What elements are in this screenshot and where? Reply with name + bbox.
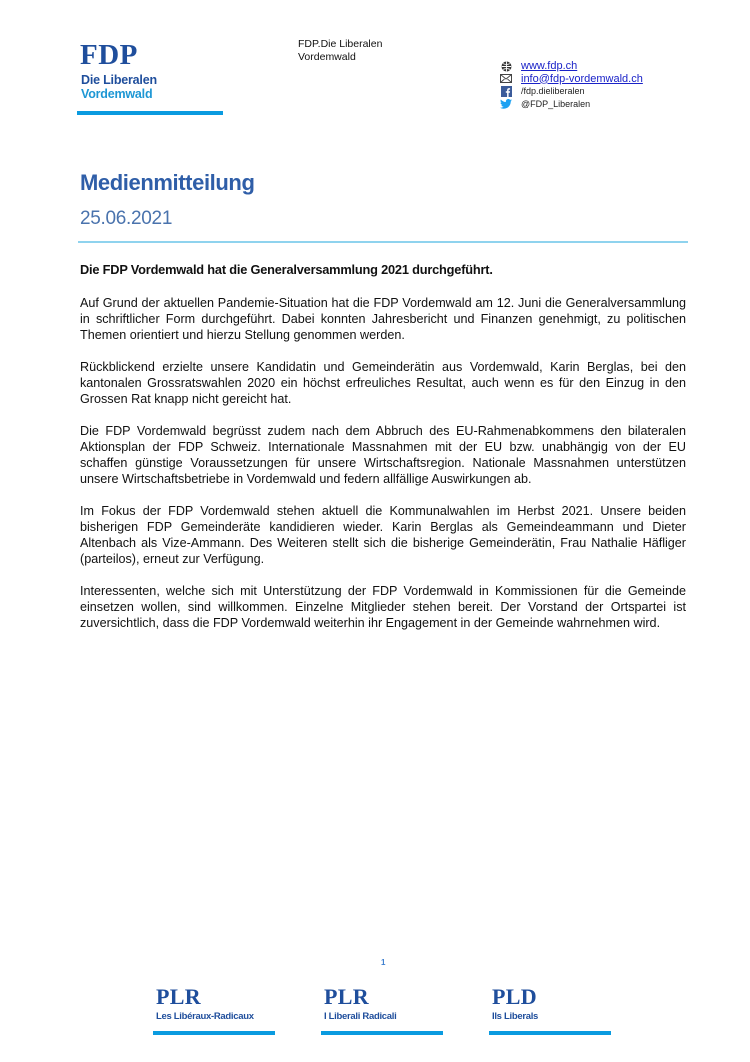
document-body — [80, 262, 686, 647]
header-logo-bar — [77, 111, 223, 115]
fdp-logo-line2: Vordemwald — [81, 87, 153, 101]
lead-heading: Die FDP Vordemwald hat die Generalversammlung 2021 durchgeführt. — [80, 262, 493, 277]
contact-twitter — [500, 98, 643, 111]
title-divider — [78, 241, 688, 243]
paragraph-5: Interessenten, welche sich mit Unterstützung der FDP Vordemwald in Kommissionen für die Gemeinde einsetzen wollen, sind willkommen. Einzelne Mitglieder stehen bereit. Der Vorstand der Ortspartei ist zuversichtlich, dass die FDP Vordemwald weiterhin ihr Engagement in der Gemeinde wahrnehmen wird. — [80, 584, 686, 630]
contact-block — [500, 60, 643, 110]
paragraph-4: Im Fokus der FDP Vordemwald stehen aktuell die Kommunalwahlen im Herbst 2021. Unsere beiden bisherigen FDP Gemeinderäte kandidieren wieder. Karin Berglas als Gemeindeammann und Dieter Altenbach als Vize-Ammann. Des Weiteren stellt sich die bisherige Gemeinderätin, Frau Nathalie Häfliger (parteilos), erneut zur Verfügung. — [80, 504, 686, 566]
footer-logo-name: PLR — [324, 984, 369, 1009]
footer-logo-plr-it — [324, 986, 396, 1022]
sender-line2: Vordemwald — [298, 51, 356, 63]
website-link[interactable]: www.fdp.ch — [521, 60, 578, 72]
footer-bar-2 — [321, 1031, 443, 1035]
paragraph-2: Rückblickend erzielte unsere Kandidatin und Gemeinderätin aus Vordemwald, Karin Berglas, bei den kantonalen Grossratswahlen 2020 ein höchst erfreuliches Resultat, auch wenn es für den Einzug in den Grossen Rat knapp nicht gereicht hat. — [80, 360, 686, 406]
facebook-icon — [500, 86, 512, 97]
sender-line1: FDP.Die Liberalen — [298, 38, 383, 50]
twitter-handle: @FDP_Liberalen — [521, 98, 591, 109]
footer-bar-3 — [489, 1031, 611, 1035]
document-date: 25.06.2021 — [80, 208, 173, 229]
facebook-handle: /fdp.dieliberalen — [521, 86, 585, 96]
sender-block — [298, 38, 382, 64]
email-link[interactable]: info@fdp-vordemwald.ch — [521, 72, 643, 85]
twitter-icon — [500, 98, 512, 109]
footer-logo-plr-fr — [156, 986, 254, 1022]
page-title: Medienmitteilung — [80, 170, 255, 195]
footer-logo-sub: I Liberali Radicali — [324, 1011, 397, 1022]
contact-email — [500, 73, 643, 86]
footer-logo-sub: Ils Liberals — [492, 1011, 539, 1022]
footer-logo-name: PLD — [492, 984, 537, 1009]
globe-icon — [500, 61, 512, 72]
fdp-logo-name: FDP — [80, 39, 138, 71]
footer-logo-name: PLR — [156, 984, 201, 1009]
fdp-logo-line1: Die Liberalen — [81, 73, 157, 87]
paragraph-1: Auf Grund der aktuellen Pandemie-Situation hat die FDP Vordemwald am 12. Juni die Generalversammlung in schriftlicher Form durchgeführt. Dabei konnten Jahresbericht und Finanzen genehmigt, zu politischen Themen orientiert und hierzu Stellung genommen werden. — [80, 296, 686, 342]
footer-logo-sub: Les Libéraux-Radicaux — [156, 1011, 254, 1022]
mail-icon — [500, 73, 512, 84]
contact-website — [500, 60, 643, 73]
footer-bar-1 — [153, 1031, 275, 1035]
page-number: 1 — [381, 958, 386, 967]
footer-logo-pld-rm — [492, 986, 538, 1022]
contact-facebook — [500, 85, 643, 98]
paragraph-3: Die FDP Vordemwald begrüsst zudem nach dem Abbruch des EU-Rahmenabkommens den bilateralen Aktionsplan der FDP Schweiz. Internationale Massnahmen mit der EU bzw. unabhängig von der EU schaffen günstige Voraussetzungen für unsere Wirtschaftsregion. Nationale Massnahmen unterstützen unsere Wirtschaftsbetriebe in Vordemwald und federn allfällige Auswirkungen ab. — [80, 424, 686, 486]
